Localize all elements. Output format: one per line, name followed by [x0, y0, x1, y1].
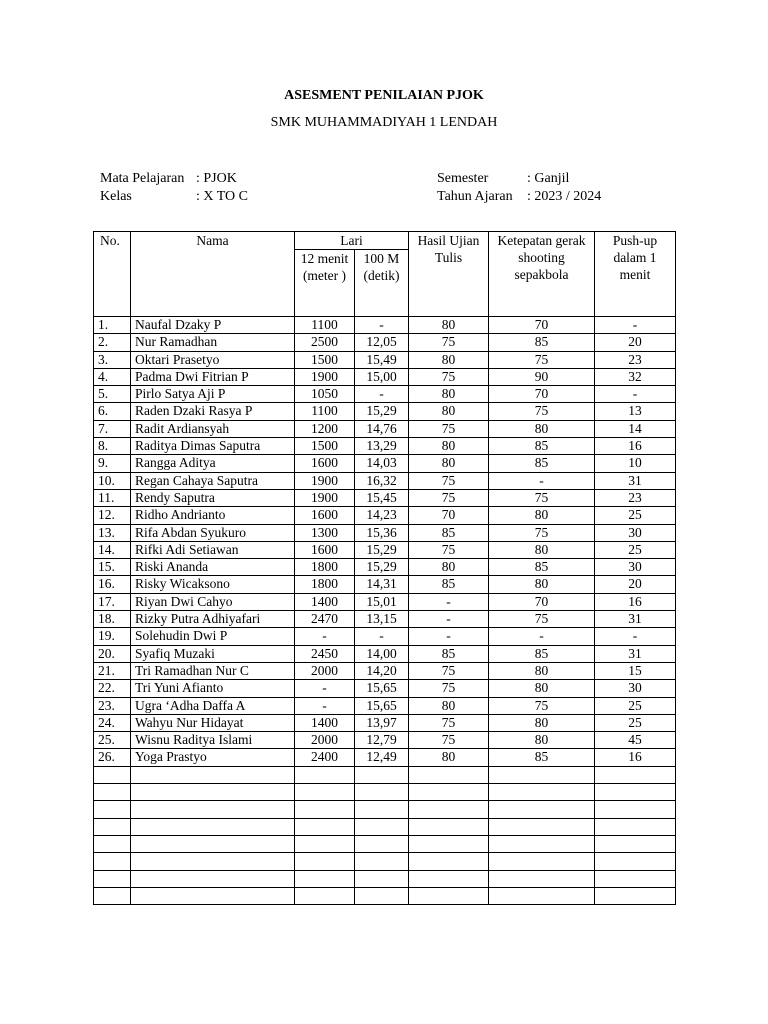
cell-nama: Ridho Andrianto: [131, 507, 295, 524]
cell-lari-12: 1400: [295, 714, 355, 731]
table-row: [94, 541, 676, 558]
cell-no: 20.: [94, 645, 131, 662]
cell-lari-100: -: [355, 628, 409, 645]
cell-no: 19.: [94, 628, 131, 645]
cell-hasil: 70: [409, 507, 489, 524]
cell-lari-12: 1800: [295, 576, 355, 593]
empty-cell: [595, 818, 676, 835]
cell-no: 9.: [94, 455, 131, 472]
cell-ketepatan: 85: [489, 645, 595, 662]
empty-cell: [295, 835, 355, 852]
header-ketepatan: Ketepatan gerak shooting sepakbola: [489, 232, 595, 317]
cell-hasil: -: [409, 593, 489, 610]
cell-lari-100: 15,29: [355, 403, 409, 420]
empty-cell: [131, 766, 295, 783]
cell-ketepatan: 85: [489, 455, 595, 472]
cell-lari-12: -: [295, 628, 355, 645]
table-row: [94, 368, 676, 385]
cell-lari-100: 12,49: [355, 749, 409, 766]
empty-cell: [131, 870, 295, 887]
empty-cell: [489, 784, 595, 801]
table-row: [94, 593, 676, 610]
cell-pushup: 25: [595, 697, 676, 714]
cell-pushup: -: [595, 386, 676, 403]
empty-cell: [409, 784, 489, 801]
cell-pushup: 25: [595, 714, 676, 731]
cell-hasil: 80: [409, 386, 489, 403]
cell-lari-12: 2500: [295, 334, 355, 351]
cell-no: 18.: [94, 611, 131, 628]
cell-ketepatan: 80: [489, 420, 595, 437]
empty-cell: [355, 766, 409, 783]
empty-cell: [94, 887, 131, 904]
cell-ketepatan: 75: [489, 489, 595, 506]
empty-cell: [94, 870, 131, 887]
subject-label: Mata Pelajaran: [100, 171, 185, 186]
cell-pushup: 20: [595, 576, 676, 593]
empty-cell: [295, 870, 355, 887]
cell-no: 14.: [94, 541, 131, 558]
cell-lari-12: 1900: [295, 368, 355, 385]
table-row: [94, 714, 676, 731]
cell-no: 4.: [94, 368, 131, 385]
cell-ketepatan: 70: [489, 386, 595, 403]
cell-ketepatan: 75: [489, 524, 595, 541]
table-body: [94, 317, 676, 905]
cell-lari-100: -: [355, 317, 409, 334]
cell-pushup: -: [595, 628, 676, 645]
empty-cell: [295, 784, 355, 801]
cell-lari-12: 2400: [295, 749, 355, 766]
cell-nama: Raditya Dimas Saputra: [131, 438, 295, 455]
cell-nama: Wahyu Nur Hidayat: [131, 714, 295, 731]
cell-ketepatan: 75: [489, 403, 595, 420]
empty-cell: [489, 887, 595, 904]
empty-table-row: [94, 818, 676, 835]
cell-lari-100: 13,29: [355, 438, 409, 455]
empty-cell: [489, 801, 595, 818]
assessment-table: [93, 231, 676, 905]
cell-nama: Yoga Prastyo: [131, 749, 295, 766]
empty-cell: [355, 784, 409, 801]
cell-hasil: 75: [409, 472, 489, 489]
cell-lari-100: 14,76: [355, 420, 409, 437]
table-row: [94, 507, 676, 524]
empty-cell: [295, 818, 355, 835]
cell-hasil: 75: [409, 714, 489, 731]
cell-hasil: 75: [409, 420, 489, 437]
table-row: [94, 576, 676, 593]
cell-hasil: 80: [409, 559, 489, 576]
table-row: [94, 472, 676, 489]
meta-year-row: [437, 188, 601, 206]
empty-cell: [94, 784, 131, 801]
school-name: SMK MUHAMMADIYAH 1 LENDAH: [270, 115, 498, 130]
table-row: [94, 645, 676, 662]
cell-ketepatan: 80: [489, 541, 595, 558]
class-label: Kelas: [100, 189, 132, 204]
empty-cell: [489, 818, 595, 835]
cell-no: 21.: [94, 662, 131, 679]
table-row: [94, 732, 676, 749]
empty-cell: [295, 766, 355, 783]
cell-pushup: 31: [595, 611, 676, 628]
cell-pushup: 14: [595, 420, 676, 437]
table-row: [94, 351, 676, 368]
cell-nama: Ugra ‘Adha Daffa A: [131, 697, 295, 714]
cell-lari-12: 1800: [295, 559, 355, 576]
table-row: [94, 386, 676, 403]
empty-cell: [355, 835, 409, 852]
cell-lari-12: 1500: [295, 351, 355, 368]
cell-lari-100: 12,05: [355, 334, 409, 351]
cell-hasil: 85: [409, 576, 489, 593]
cell-no: 17.: [94, 593, 131, 610]
empty-cell: [355, 853, 409, 870]
cell-nama: Tri Yuni Afianto: [131, 680, 295, 697]
cell-pushup: 10: [595, 455, 676, 472]
table-row: [94, 697, 676, 714]
cell-nama: Padma Dwi Fitrian P: [131, 368, 295, 385]
empty-table-row: [94, 835, 676, 852]
cell-pushup: 16: [595, 438, 676, 455]
table-row: [94, 489, 676, 506]
cell-ketepatan: 80: [489, 732, 595, 749]
table-row: [94, 524, 676, 541]
empty-cell: [409, 766, 489, 783]
cell-nama: Naufal Dzaky P: [131, 317, 295, 334]
empty-cell: [295, 801, 355, 818]
cell-hasil: 85: [409, 645, 489, 662]
cell-lari-12: 2000: [295, 662, 355, 679]
meta-semester-row: [437, 170, 601, 188]
cell-lari-100: 13,15: [355, 611, 409, 628]
cell-hasil: 75: [409, 368, 489, 385]
empty-cell: [131, 835, 295, 852]
cell-pushup: 25: [595, 541, 676, 558]
empty-table-row: [94, 784, 676, 801]
cell-lari-12: 1600: [295, 507, 355, 524]
cell-pushup: 30: [595, 680, 676, 697]
year-label: Tahun Ajaran: [437, 189, 513, 204]
cell-hasil: 75: [409, 680, 489, 697]
cell-ketepatan: 85: [489, 334, 595, 351]
header-hasil-ujian: Hasil Ujian Tulis: [409, 232, 489, 317]
table-row: [94, 438, 676, 455]
empty-cell: [595, 766, 676, 783]
cell-ketepatan: 85: [489, 749, 595, 766]
empty-table-row: [94, 853, 676, 870]
empty-cell: [355, 818, 409, 835]
empty-cell: [595, 870, 676, 887]
empty-cell: [355, 870, 409, 887]
table-row: [94, 749, 676, 766]
cell-ketepatan: 80: [489, 662, 595, 679]
cell-hasil: 85: [409, 524, 489, 541]
table-row: [94, 455, 676, 472]
cell-pushup: 30: [595, 559, 676, 576]
empty-table-row: [94, 870, 676, 887]
cell-pushup: 31: [595, 645, 676, 662]
cell-no: 1.: [94, 317, 131, 334]
cell-no: 26.: [94, 749, 131, 766]
cell-ketepatan: 70: [489, 317, 595, 334]
cell-hasil: 80: [409, 455, 489, 472]
table-row: [94, 662, 676, 679]
cell-pushup: 25: [595, 507, 676, 524]
cell-lari-100: 15,49: [355, 351, 409, 368]
cell-hasil: -: [409, 611, 489, 628]
table-row: [94, 559, 676, 576]
cell-ketepatan: 75: [489, 611, 595, 628]
cell-ketepatan: -: [489, 472, 595, 489]
cell-ketepatan: 75: [489, 697, 595, 714]
cell-nama: Wisnu Raditya Islami: [131, 732, 295, 749]
cell-nama: Riyan Dwi Cahyo: [131, 593, 295, 610]
cell-no: 2.: [94, 334, 131, 351]
cell-no: 16.: [94, 576, 131, 593]
cell-no: 6.: [94, 403, 131, 420]
empty-cell: [409, 870, 489, 887]
cell-lari-12: 1100: [295, 317, 355, 334]
header-no: No.: [94, 232, 131, 317]
meta-class-row: [100, 188, 248, 206]
cell-nama: Rifki Adi Setiawan: [131, 541, 295, 558]
cell-pushup: 20: [595, 334, 676, 351]
empty-cell: [94, 801, 131, 818]
empty-cell: [489, 853, 595, 870]
cell-ketepatan: 85: [489, 559, 595, 576]
empty-cell: [94, 853, 131, 870]
empty-cell: [355, 887, 409, 904]
empty-cell: [595, 853, 676, 870]
cell-lari-12: 1900: [295, 489, 355, 506]
cell-ketepatan: 80: [489, 714, 595, 731]
cell-no: 8.: [94, 438, 131, 455]
table-row: [94, 680, 676, 697]
cell-nama: Rizky Putra Adhiyafari: [131, 611, 295, 628]
header-lari-100m: 100 M (detik): [355, 250, 409, 317]
empty-cell: [409, 801, 489, 818]
cell-ketepatan: 80: [489, 680, 595, 697]
cell-hasil: 75: [409, 541, 489, 558]
cell-no: 5.: [94, 386, 131, 403]
cell-lari-12: 2000: [295, 732, 355, 749]
cell-lari-12: 1600: [295, 455, 355, 472]
cell-hasil: 80: [409, 697, 489, 714]
cell-nama: Riski Ananda: [131, 559, 295, 576]
cell-nama: Tri Ramadhan Nur C: [131, 662, 295, 679]
cell-pushup: 23: [595, 351, 676, 368]
cell-nama: Raden Dzaki Rasya P: [131, 403, 295, 420]
cell-ketepatan: 85: [489, 438, 595, 455]
cell-no: 22.: [94, 680, 131, 697]
cell-nama: Pirlo Satya Aji P: [131, 386, 295, 403]
empty-cell: [131, 801, 295, 818]
cell-hasil: 80: [409, 438, 489, 455]
table-row: [94, 317, 676, 334]
cell-nama: Risky Wicaksono: [131, 576, 295, 593]
empty-cell: [595, 801, 676, 818]
cell-lari-12: 1500: [295, 438, 355, 455]
meta-left-block: [100, 170, 248, 206]
cell-pushup: 16: [595, 593, 676, 610]
cell-nama: Regan Cahaya Saputra: [131, 472, 295, 489]
cell-nama: Rifa Abdan Syukuro: [131, 524, 295, 541]
cell-no: 13.: [94, 524, 131, 541]
cell-pushup: 45: [595, 732, 676, 749]
empty-cell: [489, 766, 595, 783]
meta-subject-row: [100, 170, 248, 188]
cell-hasil: 80: [409, 351, 489, 368]
cell-lari-12: -: [295, 697, 355, 714]
cell-ketepatan: 75: [489, 351, 595, 368]
cell-ketepatan: 70: [489, 593, 595, 610]
empty-table-row: [94, 801, 676, 818]
empty-cell: [409, 853, 489, 870]
cell-lari-12: 1100: [295, 403, 355, 420]
cell-ketepatan: 80: [489, 507, 595, 524]
empty-table-row: [94, 887, 676, 904]
empty-cell: [94, 766, 131, 783]
empty-cell: [409, 835, 489, 852]
cell-lari-100: 15,01: [355, 593, 409, 610]
empty-cell: [295, 853, 355, 870]
cell-nama: Rendy Saputra: [131, 489, 295, 506]
empty-cell: [94, 818, 131, 835]
semester-value: : Ganjil: [527, 171, 570, 186]
cell-lari-100: 14,03: [355, 455, 409, 472]
cell-hasil: 75: [409, 489, 489, 506]
cell-pushup: 30: [595, 524, 676, 541]
cell-lari-100: 12,79: [355, 732, 409, 749]
header-lari-12-menit: 12 menit (meter ): [295, 250, 355, 317]
cell-pushup: 13: [595, 403, 676, 420]
empty-cell: [489, 835, 595, 852]
cell-lari-12: 1200: [295, 420, 355, 437]
cell-no: 24.: [94, 714, 131, 731]
empty-cell: [595, 835, 676, 852]
cell-no: 23.: [94, 697, 131, 714]
cell-nama: Oktari Prasetyo: [131, 351, 295, 368]
cell-pushup: 23: [595, 489, 676, 506]
cell-lari-12: 1900: [295, 472, 355, 489]
table-row: [94, 611, 676, 628]
header-nama: Nama: [131, 232, 295, 317]
cell-lari-100: -: [355, 386, 409, 403]
table-row: [94, 628, 676, 645]
cell-lari-100: 14,00: [355, 645, 409, 662]
cell-lari-12: 1600: [295, 541, 355, 558]
cell-lari-12: 1050: [295, 386, 355, 403]
cell-lari-100: 15,65: [355, 697, 409, 714]
year-value: : 2023 / 2024: [527, 189, 602, 204]
cell-lari-100: 15,36: [355, 524, 409, 541]
cell-nama: Radit Ardiansyah: [131, 420, 295, 437]
cell-pushup: 15: [595, 662, 676, 679]
cell-no: 11.: [94, 489, 131, 506]
cell-no: 25.: [94, 732, 131, 749]
empty-cell: [355, 801, 409, 818]
semester-label: Semester: [437, 171, 489, 186]
cell-lari-100: 15,00: [355, 368, 409, 385]
cell-ketepatan: 80: [489, 576, 595, 593]
empty-cell: [409, 887, 489, 904]
empty-cell: [489, 870, 595, 887]
empty-cell: [295, 887, 355, 904]
cell-pushup: 32: [595, 368, 676, 385]
cell-hasil: 80: [409, 749, 489, 766]
cell-lari-100: 14,20: [355, 662, 409, 679]
cell-pushup: -: [595, 317, 676, 334]
cell-nama: Solehudin Dwi P: [131, 628, 295, 645]
empty-table-row: [94, 766, 676, 783]
cell-no: 15.: [94, 559, 131, 576]
cell-hasil: 75: [409, 662, 489, 679]
empty-cell: [131, 784, 295, 801]
cell-lari-100: 14,31: [355, 576, 409, 593]
cell-lari-12: 2450: [295, 645, 355, 662]
cell-hasil: 75: [409, 334, 489, 351]
empty-cell: [595, 887, 676, 904]
document-title: ASESMENT PENILAIAN PJOK: [284, 88, 484, 103]
cell-lari-100: 15,65: [355, 680, 409, 697]
cell-lari-12: -: [295, 680, 355, 697]
empty-cell: [595, 784, 676, 801]
cell-no: 12.: [94, 507, 131, 524]
cell-hasil: -: [409, 628, 489, 645]
table-row: [94, 403, 676, 420]
cell-lari-100: 13,97: [355, 714, 409, 731]
cell-no: 3.: [94, 351, 131, 368]
header-pushup: Push-up dalam 1 menit: [595, 232, 676, 317]
cell-lari-100: 15,29: [355, 559, 409, 576]
cell-lari-12: 2470: [295, 611, 355, 628]
cell-nama: Syafiq Muzaki: [131, 645, 295, 662]
cell-nama: Nur Ramadhan: [131, 334, 295, 351]
cell-hasil: 75: [409, 732, 489, 749]
empty-cell: [409, 818, 489, 835]
empty-cell: [131, 818, 295, 835]
cell-lari-100: 16,32: [355, 472, 409, 489]
class-value: : X TO C: [196, 189, 248, 204]
cell-lari-100: 15,29: [355, 541, 409, 558]
header-row-1: [94, 232, 676, 250]
cell-ketepatan: -: [489, 628, 595, 645]
cell-ketepatan: 90: [489, 368, 595, 385]
cell-hasil: 80: [409, 403, 489, 420]
subject-value: : PJOK: [196, 171, 237, 186]
cell-nama: Rangga Aditya: [131, 455, 295, 472]
empty-cell: [94, 835, 131, 852]
cell-lari-12: 1400: [295, 593, 355, 610]
empty-cell: [131, 887, 295, 904]
table-row: [94, 334, 676, 351]
cell-pushup: 31: [595, 472, 676, 489]
cell-no: 10.: [94, 472, 131, 489]
cell-no: 7.: [94, 420, 131, 437]
cell-hasil: 80: [409, 317, 489, 334]
header-lari: Lari: [295, 232, 409, 250]
empty-cell: [131, 853, 295, 870]
cell-lari-100: 14,23: [355, 507, 409, 524]
table-row: [94, 420, 676, 437]
meta-right-block: [437, 170, 601, 206]
cell-lari-12: 1300: [295, 524, 355, 541]
cell-pushup: 16: [595, 749, 676, 766]
cell-lari-100: 15,45: [355, 489, 409, 506]
